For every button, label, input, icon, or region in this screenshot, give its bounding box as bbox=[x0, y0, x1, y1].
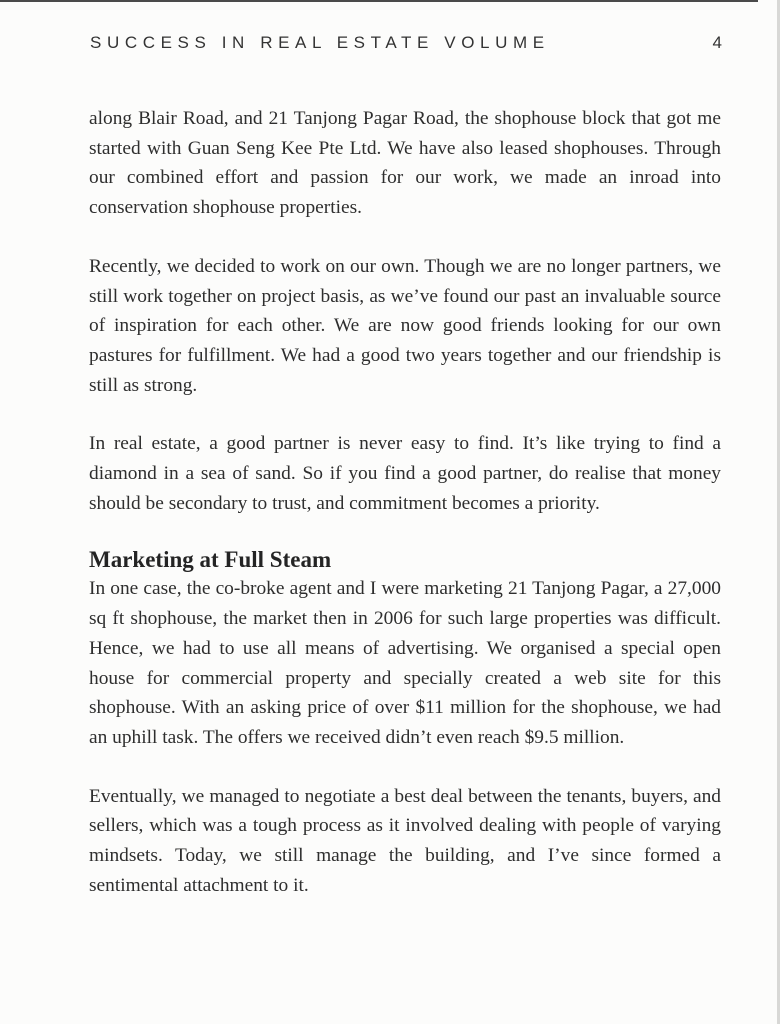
body-paragraph-1: along Blair Road, and 21 Tanjong Pagar Road, the shophouse block that got me started with Guan Seng Kee Pte Ltd. We have also leased shophouses. Through our combined effort and passion for our work, we made an inroad into conservation shophouse properties. bbox=[89, 108, 721, 219]
running-header bbox=[90, 33, 722, 53]
top-edge-rule bbox=[0, 0, 758, 2]
body-paragraph-2: Recently, we decided to work on our own. Though we are no longer partners, we still work together on project basis, as we’ve found our past an invaluable source of inspiration for each other. We are now good friends looking for our own pastures for fulfillment. We had a good two years together and our friendship is still as strong. bbox=[89, 255, 721, 396]
page-number: 4 bbox=[712, 33, 722, 52]
running-header-title: SUCCESS IN REAL ESTATE VOLUME bbox=[90, 33, 550, 52]
body-paragraph-3: In real estate, a good partner is never easy to find. It’s like trying to find a diamond in a sea of sand. So if you find a good partner, do realise that money should be secondary to trust, and commitment becomes a priority. bbox=[89, 433, 721, 514]
section-paragraph-1: In one case, the co-broke agent and I were marketing 21 Tanjong Pagar, a 27,000 sq ft shophouse, the market then in 2006 for such large properties was difficult. Hence, we had to use all means of advertising. We organised a special open house for commercial property and specially created a web site for this shophouse. With an asking price of over $11 million for the shophouse, we had an uphill task. The offers we received didn’t even reach $9.5 million. bbox=[89, 578, 721, 748]
section-heading: Marketing at Full Steam bbox=[89, 547, 332, 573]
page-body bbox=[89, 104, 721, 900]
section-paragraph-2: Eventually, we managed to negotiate a best deal between the tenants, buyers, and sellers, which was a tough process as it involved dealing with people of varying mindsets. Today, we still manage the building, and I’ve since formed a sentimental attachment to it. bbox=[89, 785, 721, 896]
